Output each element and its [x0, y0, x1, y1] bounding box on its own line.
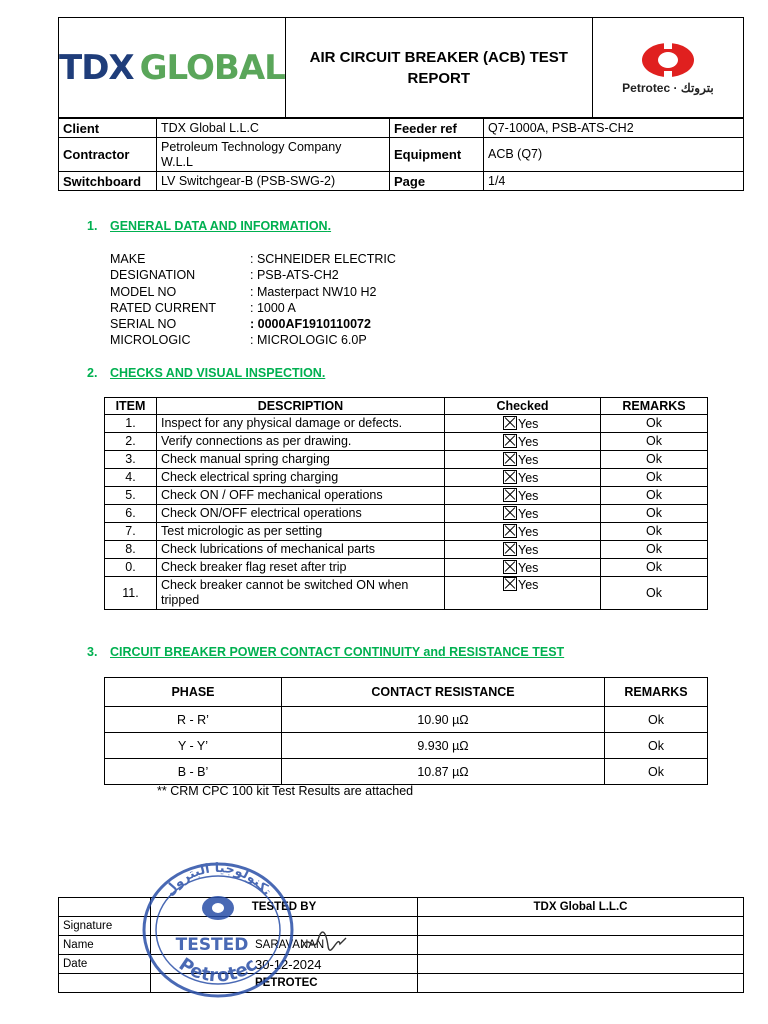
checkbox-checked-icon [503, 560, 517, 574]
contact-resistance-header: CONTACT RESISTANCE [282, 678, 605, 707]
checkbox-cell: Yes [445, 469, 601, 487]
table-row: 4. Check electrical spring charging Yes Ok [105, 469, 708, 487]
checkbox-cell: Yes [445, 505, 601, 523]
checkbox-checked-icon [503, 416, 517, 430]
tdx-logo: TDX GLOBAL [59, 47, 285, 88]
checkbox-cell: Yes [445, 433, 601, 451]
page-value: 1/4 [484, 172, 744, 191]
checkbox-cell: Yes [445, 559, 601, 577]
checkbox-checked-icon [503, 506, 517, 520]
switchboard-value: LV Switchgear-B (PSB-SWG-2) [157, 172, 390, 191]
attachment-note: ** CRM CPC 100 kit Test Results are attached [157, 784, 414, 798]
table-row: 6. Check ON/OFF electrical operations Yes Ok [105, 505, 708, 523]
checkbox-checked-icon [503, 524, 517, 538]
name-value: SARAVANAN [151, 936, 418, 955]
handwritten-signature-icon [300, 928, 348, 956]
date-label: Date [59, 955, 151, 974]
client-label: Client [59, 119, 157, 138]
report-header [58, 17, 744, 118]
section3-heading: 3. CIRCUIT BREAKER POWER CONTACT CONTINUITY and RESISTANCE TEST [87, 645, 565, 659]
resistance-header-row [105, 678, 708, 707]
general-data-row: MODEL NO : Masterpact NW10 H2 [110, 285, 377, 299]
general-data-row: RATED CURRENT : 1000 A [110, 301, 296, 315]
table-row: 2. Verify connections as per drawing. Yes Ok [105, 433, 708, 451]
remarks-header: REMARKS [605, 678, 708, 707]
table-row: Y - Y’ 9.930 µΩ Ok [105, 733, 708, 759]
info-table [58, 118, 744, 191]
table-row: 11. Check breaker cannot be switched ON when tripped Yes Ok [105, 577, 708, 610]
date-value: 30-12-2024 [151, 955, 418, 974]
checks-header-row [105, 398, 708, 415]
checkbox-cell: Yes [445, 541, 601, 559]
svg-text:تكنولوجيا البترول: تكنولوجيا البترول [162, 860, 275, 899]
general-data-row: MICROLOGIC : MICROLOGIC 6.0P [110, 333, 367, 347]
description-header: DESCRIPTION [157, 398, 445, 415]
report-title: AIR CIRCUIT BREAKER (ACB) TEST REPORT [309, 48, 568, 87]
general-data-list [110, 251, 510, 351]
checkbox-cell: Yes [445, 451, 601, 469]
checkbox-checked-icon [503, 452, 517, 466]
checkbox-checked-icon [503, 542, 517, 556]
page-label: Page [390, 172, 484, 191]
svg-text:TESTED: TESTED [175, 935, 249, 955]
table-row: 1. Inspect for any physical damage or defects. Yes Ok [105, 415, 708, 433]
petrotec-emblem-icon [638, 41, 698, 79]
table-row: 8. Check lubrications of mechanical parts Yes Ok [105, 541, 708, 559]
checkbox-checked-icon [503, 434, 517, 448]
resistance-table [104, 677, 708, 785]
checked-header: Checked [445, 398, 601, 415]
switchboard-label: Switchboard [59, 172, 157, 191]
company-value: PETROTEC [151, 974, 418, 993]
table-row: 0. Check breaker flag reset after trip Yes Ok [105, 559, 708, 577]
name-label: Name [59, 936, 151, 955]
section1-heading: 1. GENERAL DATA AND INFORMATION. [87, 219, 332, 233]
checks-table [104, 397, 708, 610]
feeder-value: Q7-1000A, PSB-ATS-CH2 [484, 119, 744, 138]
svg-text:Petrotec: Petrotec [174, 953, 262, 987]
remarks-header: REMARKS [601, 398, 708, 415]
feeder-label: Feeder ref [390, 119, 484, 138]
checkbox-cell: Yes [445, 415, 601, 433]
general-data-row: MAKE : SCHNEIDER ELECTRIC [110, 252, 396, 266]
client-value: TDX Global L.L.C [157, 119, 390, 138]
table-row: B - B’ 10.87 µΩ Ok [105, 759, 708, 785]
general-data-row: DESIGNATION : PSB-ATS-CH2 [110, 268, 339, 282]
tested-stamp-icon [138, 858, 298, 1000]
petrotec-logo: Petrotec · بتروتك [593, 41, 743, 95]
checkbox-cell: Yes [445, 523, 601, 541]
checkbox-cell: Yes [445, 487, 601, 505]
item-header: ITEM [105, 398, 157, 415]
report-title-cell [285, 18, 592, 118]
general-data-row: SERIAL NO : 0000AF1910110072 [110, 317, 371, 331]
table-row: 5. Check ON / OFF mechanical operations Yes Ok [105, 487, 708, 505]
equipment-label: Equipment [390, 138, 484, 172]
phase-header: PHASE [105, 678, 282, 707]
table-row: R - R’ 10.90 µΩ Ok [105, 707, 708, 733]
tdx-header: TDX Global L.L.C [418, 898, 744, 917]
section2-heading: 2. CHECKS AND VISUAL INSPECTION. [87, 366, 326, 380]
petrotec-logo-cell [592, 18, 743, 118]
equipment-value: ACB (Q7) [484, 138, 744, 172]
checkbox-checked-icon [503, 488, 517, 502]
contractor-value: Petroleum Technology Company W.L.L [157, 138, 390, 172]
signature-label: Signature [59, 917, 151, 936]
contractor-label: Contractor [59, 138, 157, 172]
checkbox-cell: Yes [445, 577, 601, 610]
tdx-logo-cell [59, 18, 286, 118]
table-row: 7. Test micrologic as per setting Yes Ok [105, 523, 708, 541]
checkbox-checked-icon [503, 577, 517, 591]
tested-by-header: TESTED BY [151, 898, 418, 917]
table-row: 3. Check manual spring charging Yes Ok [105, 451, 708, 469]
checkbox-checked-icon [503, 470, 517, 484]
